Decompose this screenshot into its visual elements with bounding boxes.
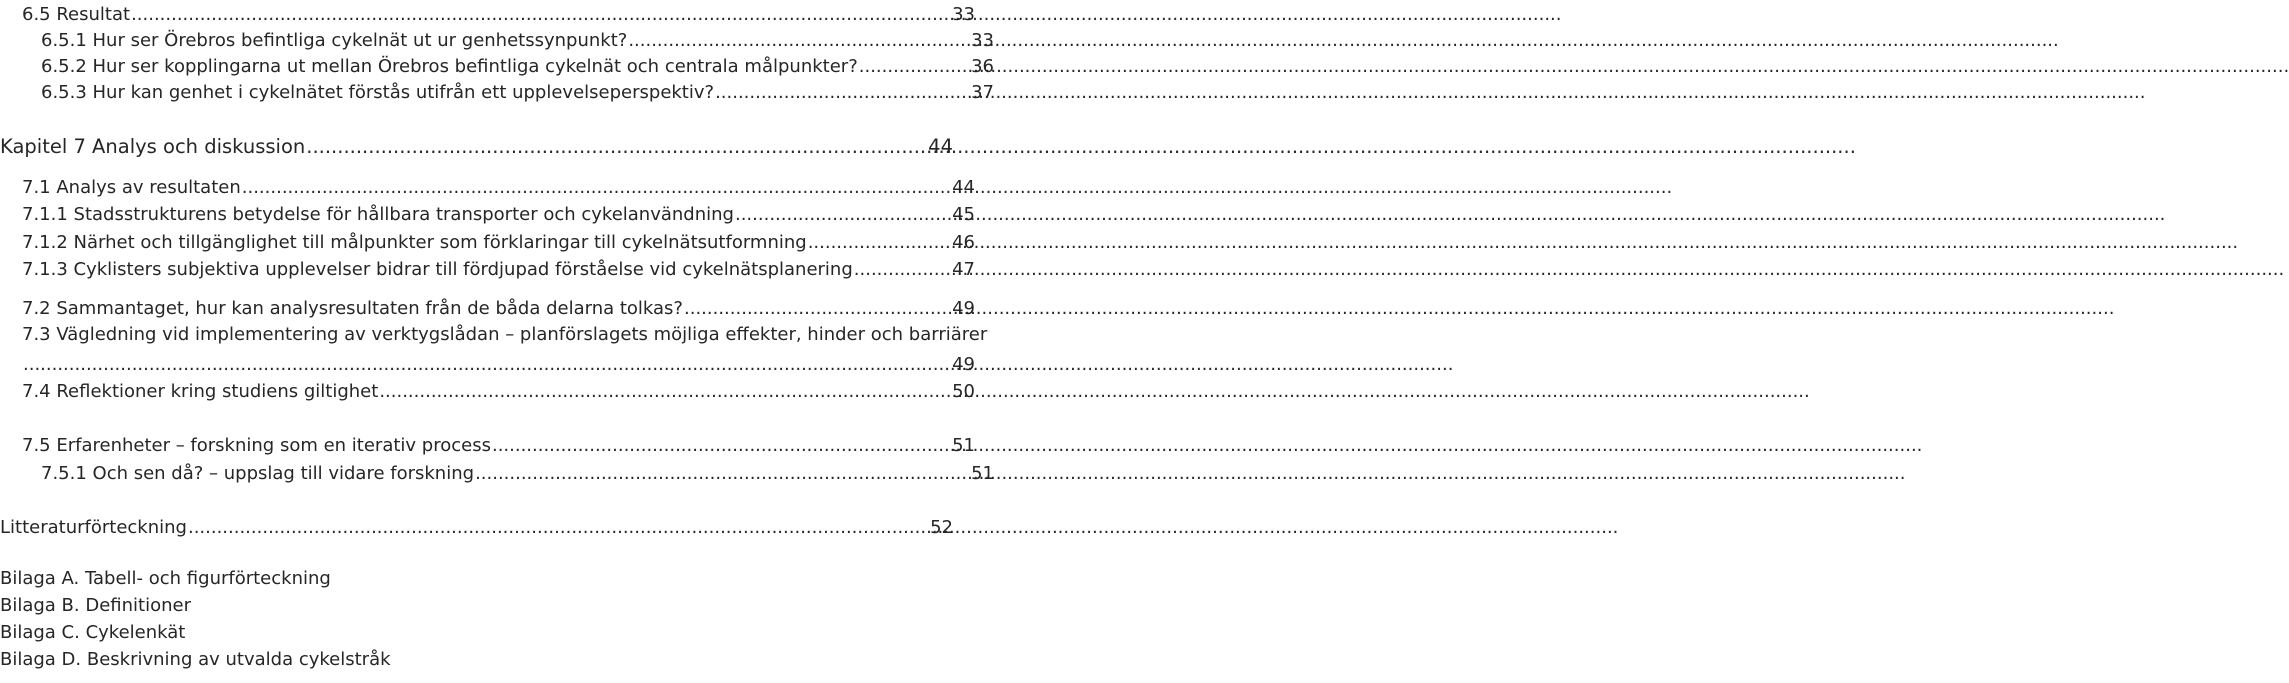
toc-entry-page: 45 [952,204,975,225]
toc-entry-7-4 [0,377,975,403]
dot-leader [808,232,944,254]
toc-entry-title: 6.5.1 Hur ser Örebros befintliga cykelnät ut ur genhetssynpunkt? [41,30,628,51]
toc-entry-bibliography [0,513,953,539]
toc-entry-7-5 [0,431,975,457]
toc-entry-7-5-1 [0,459,994,485]
toc-entry-6-5-2 [0,52,994,78]
toc-entry-page: 44 [928,135,953,158]
toc-entry-page: 49 [952,354,975,375]
toc-entry-7-1-3 [0,255,975,281]
toc-entry-title: 6.5.2 Hur ser kopplingarna ut mellan Örebros befintliga cykelnät och centrala målpunkter? [41,56,858,77]
dot-leader [131,4,944,26]
toc-entry-6-5-1 [0,26,994,52]
dot-leader [379,381,944,403]
dot-leader [475,463,963,485]
toc-entry-title: 6.5.3 Hur kan genhet i cykelnätet förstås utifrån ett upplevelseperspektiv? [41,82,715,103]
dot-leader [23,354,944,376]
toc-entry-chapter-7 [0,132,953,158]
toc-entry-page: 49 [952,298,975,319]
toc-entry-7-3-title: 7.3 Vägledning vid implementering av verktygslådan – planförslagets möjliga effekter, hinder och barriärer [22,324,988,345]
toc-entry-page: 47 [952,259,975,280]
toc-entry-title: 7.4 Reflektioner kring studiens giltighet [22,381,379,402]
toc-entry-page: 36 [971,56,994,77]
toc-entry-page: 46 [952,232,975,253]
appendix-d: Bilaga D. Beskrivning av utvalda cykelstråk [0,649,391,670]
toc-entry-7-1-1 [0,200,975,226]
dot-leader [859,56,963,78]
dot-leader [854,259,944,281]
toc-entry-page: 52 [930,517,953,538]
toc-entry-title: 7.2 Sammantaget, hur kan analysresultaten från de båda delarna tolkas? [22,298,683,319]
toc-entry-page: 50 [952,381,975,402]
toc-entry-page: 44 [952,177,975,198]
toc-entry-page: 33 [971,30,994,51]
toc-entry-title: 7.5.1 Och sen då? – uppslag till vidare forskning [41,463,475,484]
toc-entry-title: 7.5 Erfarenheter – forskning som en iterativ process [22,435,491,456]
toc-entry-6-5-3 [0,78,994,104]
dot-leader [242,177,944,199]
toc-entry-title: Litteraturförteckning [0,517,187,538]
table-of-contents [0,0,994,683]
dot-leader [306,136,922,158]
appendix-a: Bilaga A. Tabell- och figurförteckning [0,568,331,589]
toc-entry-7-2 [0,294,975,320]
dot-leader [715,82,963,104]
toc-entry-page: 37 [971,82,994,103]
toc-entry-page: 33 [952,4,975,25]
toc-entry-title: 7.1.2 Närhet och tillgänglighet till målpunkter som förklaringar till cykelnätsutformning [22,232,807,253]
toc-entry-title: 7.1 Analys av resultaten [22,177,241,198]
toc-entry-title: Kapitel 7 Analys och diskussion [0,135,306,158]
toc-entry-title: 7.1.1 Stadsstrukturens betydelse för hållbara transporter och cykelanvändning [22,204,734,225]
appendix-c: Bilaga C. Cykelenkät [0,622,186,643]
toc-entry-title: 7.1.3 Cyklisters subjektiva upplevelser bidrar till fördjupad förståelse vid cykelnätsplanering [22,259,853,280]
toc-entry-page: 51 [952,435,975,456]
toc-entry-title: 6.5 Resultat [22,4,131,25]
toc-entry-7-3 [0,350,975,376]
appendix-b: Bilaga B. Definitioner [0,595,191,616]
dot-leader [492,435,944,457]
toc-entry-7-1-2 [0,228,975,254]
dot-leader [628,30,963,52]
dot-leader [188,517,922,539]
dot-leader [735,204,944,226]
dot-leader [684,298,944,320]
toc-entry-6-5 [0,0,975,26]
toc-entry-7-1 [0,173,975,199]
toc-entry-page: 51 [971,463,994,484]
